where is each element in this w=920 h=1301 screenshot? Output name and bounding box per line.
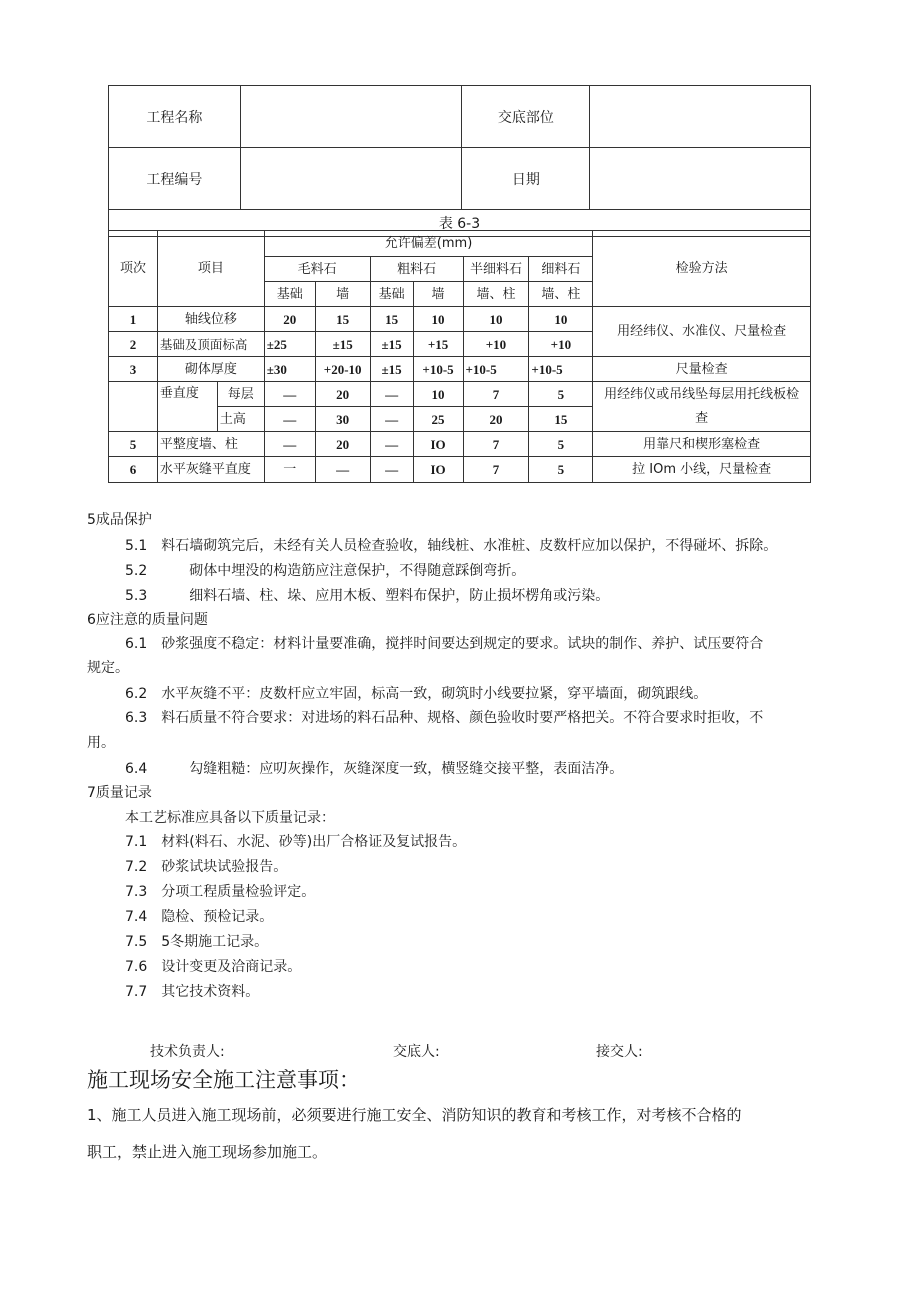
row-seq: 6 [109, 457, 158, 483]
section-5-title: 5成品保护 [87, 512, 152, 528]
header-rough-stone: 毛料石 [264, 257, 370, 282]
list-item: 7.3 分项工程质量检验评定。 [125, 884, 316, 900]
cell-value: — [264, 407, 315, 432]
project-name-label: 工程名称 [109, 86, 241, 148]
list-item: 7.4 隐检、预检记录。 [125, 909, 274, 925]
cell-value: 10 [463, 307, 529, 332]
row-subitem: 土高 [217, 407, 264, 432]
cell-value: 15 [315, 307, 370, 332]
header-wall: 墙 [413, 282, 463, 307]
header-semi-fine-stone: 半细料石 [463, 257, 529, 282]
table-row [109, 432, 811, 457]
cell-value: 30 [315, 407, 370, 432]
section-6-1-cont: 规定。 [87, 660, 129, 676]
section-6-title: 6应注意的质量问题 [87, 612, 208, 628]
cell-value: 5 [529, 382, 593, 407]
cell-value: 10 [529, 307, 593, 332]
row-seq: 3 [109, 357, 158, 382]
section-6-2: 6.2 水平灰缝不平：皮数杆应立牢固，标高一致，砌筑时小线要拉紧，穿平墙面，砌筑跟线。 [125, 686, 708, 702]
cell-value: 5 [529, 432, 593, 457]
list-item: 7.2 砂浆试块试验报告。 [125, 859, 288, 875]
cell-value: 一 [264, 457, 315, 483]
list-item: 7.7 其它技术资料。 [125, 984, 260, 1000]
section-5-3: 5.3 细料石墙、柱、垛、应用木板、塑料布保护，防止损坏楞角或污染。 [125, 588, 610, 604]
header-wall: 墙 [315, 282, 370, 307]
header-coarse-stone: 粗料石 [370, 257, 463, 282]
cell-value: +10-5 [413, 357, 463, 382]
handover-part-label: 交底部位 [462, 86, 590, 148]
date-value[interactable] [590, 148, 811, 210]
cell-value: +10-5 [463, 357, 529, 382]
date-label: 日期 [462, 148, 590, 210]
safety-title: 施工现场安全施工注意事项： [87, 1068, 360, 1092]
handover-part-value[interactable] [590, 86, 811, 148]
cell-value: — [370, 432, 413, 457]
row-item: 平整度墙、柱 [157, 432, 264, 457]
handover-person-signature[interactable]: 交底人: [393, 1044, 440, 1060]
cell-value: 20 [463, 407, 529, 432]
cell-value: 20 [315, 382, 370, 407]
section-6-4: 6.4 勾缝粗糙：应叨灰操作，灰缝深度一致，横竖缝交接平整，表面洁净。 [125, 761, 624, 777]
row-item: 基础及顶面标高 [157, 332, 264, 357]
safety-item-1: 1、施工人员进入施工现场前，必须要进行施工安全、消防知识的教育和考核工作，对考核不合格的 [87, 1106, 742, 1124]
cell-value: 5 [529, 457, 593, 483]
cell-value: — [370, 407, 413, 432]
row-seq: 1 [109, 307, 158, 332]
project-no-label: 工程编号 [109, 148, 241, 210]
section-6-3: 6.3 料石质量不符合要求：对进场的料石品种、规格、颜色验收时要严格把关。不符合要求时拒收，不 [125, 710, 764, 726]
cell-value: 10 [413, 382, 463, 407]
header-item: 项目 [157, 231, 264, 307]
header-wall-column: 墙、柱 [463, 282, 529, 307]
cell-value: IO [413, 432, 463, 457]
cell-value: 15 [529, 407, 593, 432]
cell-value: ±15 [315, 332, 370, 357]
method-cell: 拉 IOm 小线，尺量检查 [593, 457, 811, 483]
cell-value: 25 [413, 407, 463, 432]
method-cell [593, 382, 811, 432]
row-item: 轴线位移 [157, 307, 264, 332]
cell-value: +15 [413, 332, 463, 357]
header-seq: 项次 [109, 231, 158, 307]
cell-value: 7 [463, 432, 529, 457]
project-name-value[interactable] [240, 86, 462, 148]
cell-value: — [370, 382, 413, 407]
cell-value: IO [413, 457, 463, 483]
tech-lead-signature[interactable]: 技术负责人: [150, 1044, 225, 1060]
cell-value: — [370, 457, 413, 483]
cell-value: +10-5 [529, 357, 593, 382]
section-6-3-cont: 用。 [87, 735, 115, 751]
method-cell: 尺量检查 [593, 357, 811, 382]
cell-value: 15 [370, 307, 413, 332]
project-no-value[interactable] [240, 148, 462, 210]
row-item: 砌体厚度 [157, 357, 264, 382]
table-row [109, 357, 811, 382]
header-foundation: 基础 [370, 282, 413, 307]
header-method: 检验方法 [593, 231, 811, 307]
project-info-table [108, 85, 811, 237]
cell-value: ±15 [370, 332, 413, 357]
cell-value: ±30 [264, 357, 315, 382]
table-row [109, 382, 811, 407]
cell-value: 20 [315, 432, 370, 457]
row-item: 水平灰缝平直度 [157, 457, 264, 483]
section-5-2: 5.2 砌体中埋没的构造筋应注意保护，不得随意踩倒弯折。 [125, 563, 526, 579]
header-allowable: 允许偏差(mm) [264, 231, 593, 257]
header-fine-stone: 细料石 [529, 257, 593, 282]
row-seq: 2 [109, 332, 158, 357]
cell-value: +10 [529, 332, 593, 357]
list-item: 7.1 材料(料石、水泥、砂等)出厂合格证及复试报告。 [125, 834, 467, 850]
table-row [109, 307, 811, 332]
row-seq [109, 382, 158, 432]
cell-value: ±25 [264, 332, 315, 357]
header-wall-column: 墙、柱 [529, 282, 593, 307]
method-line: 查 [695, 410, 709, 426]
cell-value: 7 [463, 382, 529, 407]
cell-value: ±15 [370, 357, 413, 382]
cell-value: +20-10 [315, 357, 370, 382]
cell-value: — [315, 457, 370, 483]
cell-value: 20 [264, 307, 315, 332]
section-7-intro: 本工艺标准应具备以下质量记录： [125, 810, 335, 826]
receiver-signature[interactable]: 接交人: [596, 1044, 643, 1060]
cell-value: 10 [413, 307, 463, 332]
table-row [109, 457, 811, 483]
section-5-1: 5.1 料石墙砌筑完后，未经有关人员检查验收，轴线桩、水准桩、皮数杆应加以保护，不得碰坏、拆除。 [125, 538, 778, 554]
tolerance-table [108, 230, 811, 483]
row-item: 垂直度 [157, 382, 217, 432]
row-seq: 5 [109, 432, 158, 457]
safety-item-1-cont: 职工，禁止进入施工现场参加施工。 [87, 1143, 328, 1161]
cell-value: — [264, 432, 315, 457]
method-line: 用经纬仪或吊线坠每层用托线板检 [604, 386, 800, 402]
header-foundation: 基础 [264, 282, 315, 307]
method-cell: 用经纬仪、水准仪、尺量检查 [593, 307, 811, 357]
list-item: 7.5 5冬期施工记录。 [125, 934, 269, 950]
section-6-1: 6.1 砂浆强度不稳定：材料计量要准确，搅拌时间要达到规定的要求。试块的制作、养护、试压要符合 [125, 636, 764, 652]
section-7-title: 7质量记录 [87, 785, 152, 801]
list-item: 7.6 设计变更及洽商记录。 [125, 959, 302, 975]
cell-value: +10 [463, 332, 529, 357]
cell-value: — [264, 382, 315, 407]
row-subitem: 每层 [217, 382, 264, 407]
method-cell: 用靠尺和楔形塞检查 [593, 432, 811, 457]
cell-value: 7 [463, 457, 529, 483]
table-caption: 表 6-3 [109, 210, 811, 237]
